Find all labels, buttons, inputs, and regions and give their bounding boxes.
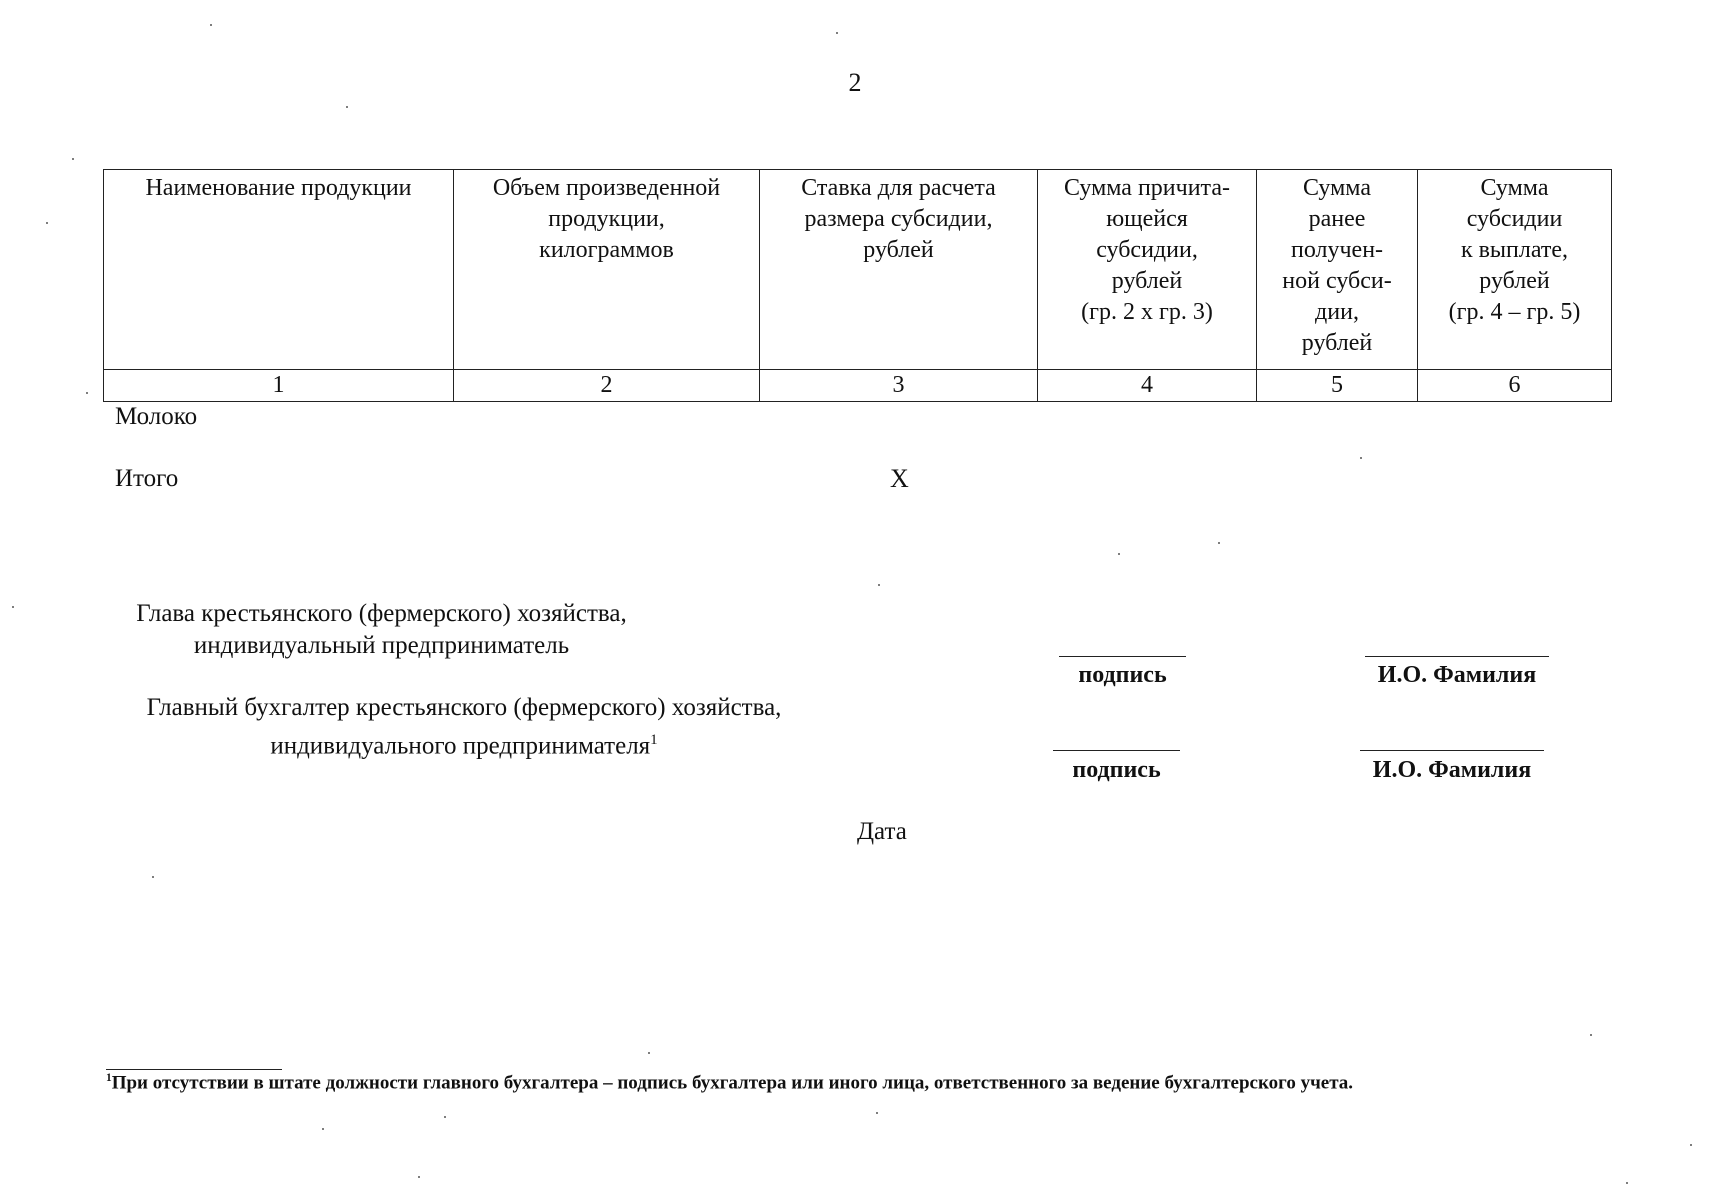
scan-speck <box>86 392 88 394</box>
header-line: Сумма причита- <box>1064 175 1230 201</box>
header-line: ющейся <box>1106 206 1188 232</box>
scan-speck <box>72 158 74 160</box>
header-subsidy-payable <box>1418 170 1612 370</box>
head-name-caption: И.О. Фамилия <box>1377 662 1537 688</box>
scan-speck <box>322 1128 324 1130</box>
column-number: 6 <box>1418 370 1612 402</box>
header-line: Объем произведенной <box>492 175 721 201</box>
header-production-volume <box>454 170 760 370</box>
head-signature-line[interactable] <box>1059 656 1186 657</box>
header-line: (гр. 4 – гр. 5) <box>1448 299 1581 325</box>
header-subsidy-rate <box>760 170 1038 370</box>
footnote-text: При отсутствии в штате должности главного бухгалтера – подпись бухгалтера или иного лица, ответственного за ведение бухгалтерского учета. <box>111 1072 1354 1094</box>
footnote-separator <box>106 1069 282 1070</box>
total-row-label: Итого <box>115 465 179 492</box>
column-number: 2 <box>454 370 760 402</box>
header-product-name <box>104 170 454 370</box>
head-role-line1: Глава крестьянского (фермерского) хозяйства, <box>136 600 627 627</box>
header-line: рублей <box>1111 268 1183 294</box>
scan-speck <box>444 1116 446 1118</box>
milk-row-label: Молоко <box>115 403 198 430</box>
head-role-title <box>104 598 659 662</box>
footnote <box>106 1072 1606 1094</box>
scan-speck <box>836 32 838 34</box>
column-number-row <box>104 370 1612 402</box>
head-role-line2: индивидуальный предприниматель <box>193 632 570 659</box>
header-line: размера субсидии, <box>804 206 993 232</box>
scan-speck <box>152 876 154 878</box>
scan-speck <box>1590 1034 1592 1036</box>
date-label: Дата <box>857 818 907 845</box>
column-number: 4 <box>1038 370 1257 402</box>
header-line: ной субси- <box>1282 268 1392 294</box>
column-number: 5 <box>1257 370 1418 402</box>
header-line: продукции, <box>548 206 665 232</box>
scan-speck <box>346 106 348 108</box>
scan-speck <box>46 222 48 224</box>
header-subsidy-due <box>1038 170 1257 370</box>
accountant-name-line[interactable] <box>1360 750 1544 751</box>
scan-speck <box>1218 542 1220 544</box>
accountant-role-line2 <box>104 724 824 762</box>
header-line: Сумма <box>1303 175 1371 201</box>
header-line: рублей <box>1479 268 1550 294</box>
column-number: 3 <box>760 370 1038 402</box>
page-number: 2 <box>848 68 862 97</box>
subsidy-table <box>103 169 1612 402</box>
header-line: килограммов <box>539 237 674 263</box>
scan-speck <box>1118 553 1120 555</box>
footnote-reference: 1 <box>650 732 658 748</box>
header-line: Сумма <box>1480 175 1549 201</box>
scan-speck <box>12 606 14 608</box>
header-line: ранее <box>1308 206 1366 232</box>
header-line: к выплате, <box>1460 237 1569 263</box>
scan-speck <box>210 24 212 26</box>
head-signature-caption: подпись <box>1078 662 1167 688</box>
scan-speck <box>878 584 880 586</box>
table-header-row <box>104 170 1612 370</box>
scan-speck <box>648 1052 650 1054</box>
header-line: рублей <box>863 237 934 263</box>
header-line: Наименование продукции <box>145 175 412 201</box>
header-line: Ставка для расчета <box>801 175 996 201</box>
scan-speck <box>1626 1182 1628 1184</box>
accountant-role-title <box>104 692 824 762</box>
column-number: 1 <box>104 370 454 402</box>
scan-speck <box>418 1176 420 1178</box>
total-rate-mark: Х <box>890 464 909 493</box>
scan-speck <box>1690 1144 1692 1146</box>
header-line: получен- <box>1290 237 1384 263</box>
head-name-line[interactable] <box>1365 656 1549 657</box>
accountant-role-text: индивидуального предпринимателя <box>270 732 651 760</box>
header-line: дии, <box>1315 299 1359 325</box>
scan-speck <box>1360 457 1362 459</box>
scan-speck <box>876 1112 878 1114</box>
header-line: субсидии, <box>1096 237 1198 263</box>
header-line: (гр. 2 х гр. 3) <box>1081 299 1213 325</box>
accountant-signature-caption: подпись <box>1072 757 1161 783</box>
accountant-signature-line[interactable] <box>1053 750 1180 751</box>
header-subsidy-received <box>1257 170 1418 370</box>
accountant-name-caption: И.О. Фамилия <box>1372 757 1532 783</box>
header-line: субсидии <box>1466 206 1563 232</box>
footnote-mark: 1 <box>106 1072 112 1084</box>
header-line: рублей <box>1301 330 1373 356</box>
accountant-role-line1: Главный бухгалтер крестьянского (фермерского) хозяйства, <box>146 694 782 721</box>
